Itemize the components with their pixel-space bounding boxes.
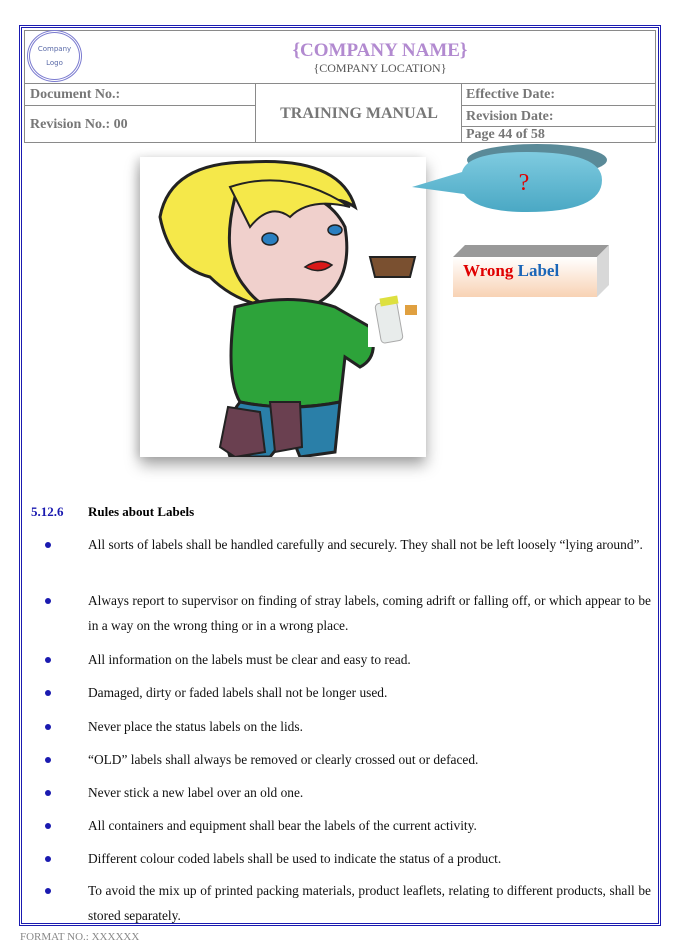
- list-item: Never stick a new label over an old one.: [88, 785, 304, 800]
- company-name: {COMPANY NAME}: [292, 40, 468, 61]
- list-item: Damaged, dirty or faded labels shall not be longer used.: [88, 685, 388, 700]
- list-item: All information on the labels must be clear and easy to read.: [88, 652, 411, 667]
- wrong-word: Wrong: [463, 261, 514, 280]
- company-logo: [27, 30, 82, 82]
- logo-line2: Logo: [46, 59, 63, 67]
- header-left-row-divider: [24, 105, 255, 106]
- bullet-icon: [45, 823, 51, 829]
- section-number: 5.12.6: [31, 504, 64, 519]
- revision-no-label: Revision No.: 00: [30, 117, 128, 132]
- bullet-icon: [45, 598, 51, 604]
- bullet-icon: [45, 542, 51, 548]
- bullet-icon: [45, 690, 51, 696]
- manual-title: TRAINING MANUAL: [280, 105, 438, 122]
- effective-date-label: Effective Date:: [466, 87, 556, 102]
- bullet-icon: [45, 657, 51, 663]
- label-word: Label: [517, 261, 560, 280]
- document-no-label: Document No.:: [30, 87, 121, 102]
- list-item: Always report to supervisor on finding of stray labels, coming adrift or falling off, or which appear to be in a way on the wrong thing or in a wrong place.: [88, 593, 651, 633]
- list-item: “OLD” labels shall always be removed or clearly crossed out or defaced.: [88, 752, 479, 767]
- section-title: Rules about Labels: [88, 504, 195, 519]
- revision-date-label: Revision Date:: [466, 109, 554, 124]
- wrong-label-text: [463, 261, 559, 281]
- header-right-row-divider-1: [461, 105, 656, 106]
- page-number: Page 44 of 58: [466, 127, 545, 142]
- list-item: All sorts of labels shall be handled carefully and securely. They shall not be left loosely “lying around”.: [88, 537, 643, 552]
- logo-line1: Company: [37, 45, 72, 53]
- bullet-icon: [45, 757, 51, 763]
- cartoon-woman-image: [140, 157, 426, 457]
- header-col-divider-right: [461, 83, 462, 143]
- bullet-icon: [45, 724, 51, 730]
- woman-holding-bottle-icon: [140, 157, 426, 457]
- list-item: All containers and equipment shall bear the labels of the current activity.: [88, 818, 477, 833]
- company-location: {COMPANY LOCATION}: [313, 61, 447, 75]
- speech-bubble: [412, 142, 612, 217]
- header-divider-row: [24, 83, 656, 84]
- list-item: Never place the status labels on the lids.: [88, 719, 303, 734]
- speech-bubble-icon: [412, 142, 612, 217]
- question-mark-text: ?: [518, 170, 530, 196]
- list-item: Different colour coded labels shall be used to indicate the status of a product.: [88, 851, 502, 866]
- header-col-divider-left: [255, 83, 256, 143]
- bullet-icon: [45, 790, 51, 796]
- wrong-label-box: [453, 245, 609, 297]
- list-item: To avoid the mix up of printed packing materials, product leaflets, relating to different products, shall be stored separately.: [88, 883, 651, 923]
- bullet-icon: [45, 888, 51, 894]
- format-number: FORMAT NO.: XXXXXX: [20, 931, 140, 943]
- bullet-icon: [45, 856, 51, 862]
